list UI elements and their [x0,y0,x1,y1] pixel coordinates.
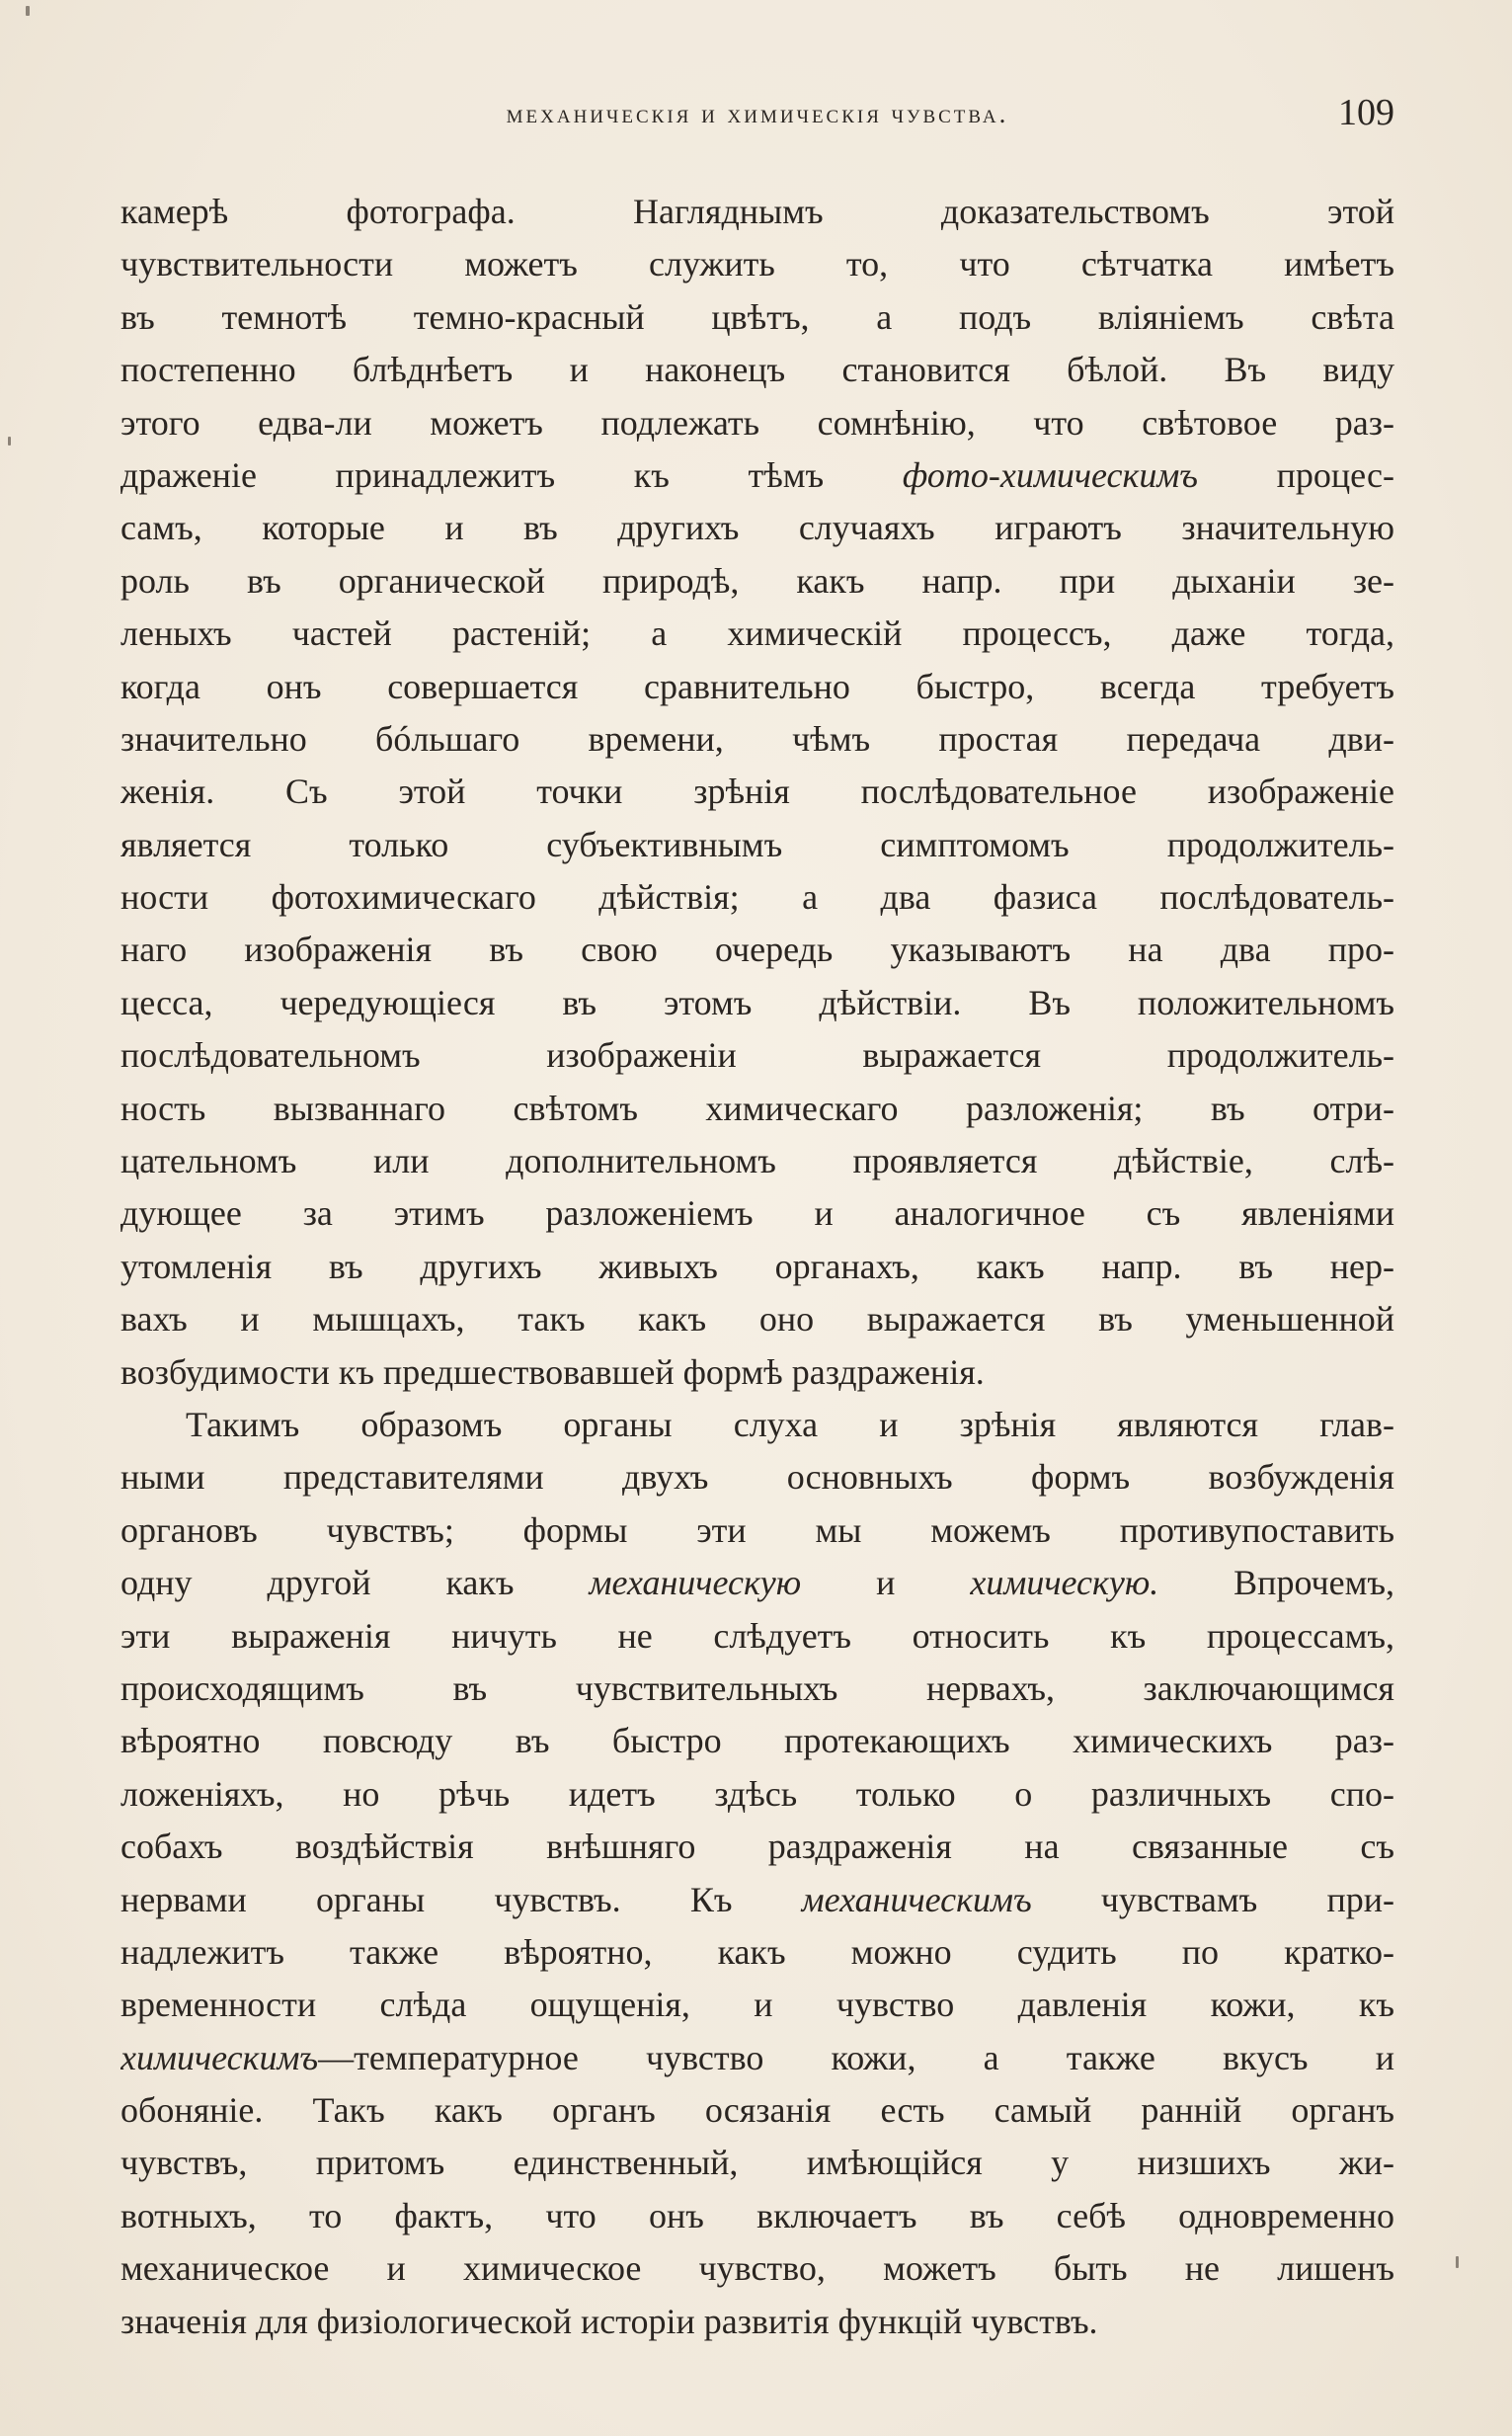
text-segment: вахъ и мышцахъ, такъ какъ оно выражается въ уменьшенной [120,1299,1394,1340]
text-segment: ности фотохимическаго дѣйствія; а два фазиса послѣдователь- [120,877,1394,918]
text-line [120,1241,1394,1293]
text-line [120,766,1394,818]
text-line [120,397,1394,449]
text-line [120,1451,1394,1503]
text-line [120,2296,1394,2348]
text-segment: Такимъ образомъ органы слуха и зрѣнія являются глав- [186,1404,1394,1444]
text-segment: временности слѣда ощущенія, и чувство давленія кожи, къ [120,1985,1394,2025]
text-line [120,661,1394,713]
text-segment: эти выраженія ничуть не слѣдуетъ относить къ процессамъ, [120,1615,1394,1656]
text-segment: драженіе принадлежитъ къ тѣмъ [120,454,903,495]
text-segment: цательномъ или дополнительномъ проявляется дѣйствіе, слѣ- [120,1141,1394,1181]
text-segment: и [801,1563,971,1603]
text-segment: цесса, чередующіеся въ этомъ дѣйствіи. Въ положительномъ [120,982,1394,1022]
scan-speck [1456,2256,1459,2268]
text-line [120,502,1394,554]
page-header [120,91,1394,140]
text-segment: обоняніе. Такъ какъ органъ осязанія есть самый ранній органъ [120,2090,1394,2131]
text-line [120,2137,1394,2189]
paragraph [120,1399,1394,2348]
scan-speck [26,6,30,16]
text-line [120,1979,1394,2031]
text-segment: чувствъ, притомъ единственный, имѣющійся у низшихъ жи- [120,2143,1394,2183]
text-line [120,1926,1394,1979]
text-segment: происходящимъ въ чувствительныхъ нервахъ, заключающимся [120,1667,1394,1708]
text-line [120,186,1394,238]
italic-term: механическую [589,1563,802,1603]
text-segment: камерѣ фотографа. Нагляднымъ доказательствомъ этой [120,192,1394,231]
text-segment: значенія для физіологической исторіи развитія функцій чувствъ. [120,2301,1098,2341]
italic-term: механическимъ [801,1879,1032,1919]
text-line [120,977,1394,1029]
text-line [120,2190,1394,2242]
text-line [120,1346,1394,1399]
text-line [120,1557,1394,1609]
running-title: механическія и химическія чувства. [506,99,1009,128]
text-segment: ность вызваннаго свѣтомъ химическаго разложенія; въ отри- [120,1088,1394,1128]
text-line [120,608,1394,660]
text-line [120,449,1394,502]
text-line [120,291,1394,344]
text-segment: вѣроятно повсюду въ быстро протекающихъ химическихъ раз- [120,1721,1394,1761]
text-line [120,2242,1394,2295]
text-line [120,1504,1394,1557]
text-segment: когда онъ совершается сравнительно быстро, всегда требуетъ [120,666,1394,706]
text-line [120,344,1394,396]
text-segment: наго изображенія въ свою очередь указываютъ на два про- [120,930,1394,970]
text-segment: органовъ чувствъ; формы эти мы можемъ противупоставить [120,1509,1394,1550]
text-line [120,1399,1394,1451]
text-segment: дующее за этимъ разложеніемъ и аналогичное съ явленіями [120,1193,1394,1234]
text-segment: нервами органы чувствъ. Къ [120,1879,802,1919]
text-line [120,238,1394,290]
text-segment: собахъ воздѣйствія внѣшняго раздраженія на связанные съ [120,1827,1394,1867]
text-line [120,1083,1394,1135]
italic-term: химическимъ [120,2037,319,2077]
text-line [120,1293,1394,1345]
text-line [120,1874,1394,1926]
text-line [120,1029,1394,1082]
text-segment: самъ, которые и въ другихъ случаяхъ играютъ значительную [120,508,1394,548]
paragraph [120,186,1394,1399]
text-segment: женія. Съ этой точки зрѣнія послѣдовательное изображеніе [120,771,1394,812]
text-line [120,924,1394,976]
text-segment: леныхъ частей растеній; а химическій процессъ, даже тогда, [120,613,1394,654]
text-line [120,1821,1394,1873]
text-segment: постепенно блѣднѣетъ и наконецъ становится бѣлой. Въ виду [120,350,1394,390]
text-segment: надлежитъ также вѣроятно, какъ можно судить по кратко- [120,1931,1394,1972]
text-line [120,1663,1394,1715]
scan-speck [8,437,11,446]
text-line [120,1187,1394,1240]
text-segment: одну другой какъ [120,1563,590,1603]
text-segment: утомленія въ другихъ живыхъ органахъ, какъ напр. въ нер- [120,1246,1394,1286]
text-segment: —температурное чувство кожи, а также вкусъ и [318,2037,1394,2077]
text-segment: значительно бóльшаго времени, чѣмъ простая передача дви- [120,718,1394,759]
text-line [120,1610,1394,1663]
text-segment: въ темнотѣ темно-красный цвѣтъ, а подъ вліяніемъ свѣта [120,296,1394,337]
text-segment: ложеніяхъ, но рѣчь идетъ здѣсь только о различныхъ спо- [120,1773,1394,1814]
text-segment: чувствительности можетъ служить то, что сѣтчатка имѣетъ [120,244,1394,284]
text-segment: роль въ органической природѣ, какъ напр. при дыханіи зе- [120,560,1394,601]
text-segment: механическое и химическое чувство, можетъ быть не лишенъ [120,2248,1394,2289]
italic-term: фото-химическимъ [902,454,1198,495]
text-segment: является только субъективнымъ симптомомъ продолжитель- [120,824,1394,864]
text-line [120,2084,1394,2137]
text-line [120,1135,1394,1187]
text-segment: Впрочемъ, [1158,1563,1394,1603]
text-line [120,1768,1394,1821]
text-line [120,555,1394,608]
text-segment: ными представителями двухъ основныхъ формъ возбужденія [120,1457,1394,1498]
text-segment: возбудимости къ предшествовавшей формѣ раздраженія. [120,1351,985,1392]
page-number: 109 [1338,92,1394,133]
text-segment: процес- [1197,454,1394,495]
italic-term: химическую. [970,1563,1159,1603]
text-segment: чувствамъ при- [1031,1879,1394,1919]
text-line [120,819,1394,871]
text-segment: послѣдовательномъ изображеніи выражается продолжитель- [120,1035,1394,1076]
text-line [120,1715,1394,1767]
text-segment: этого едва-ли можетъ подлежать сомнѣнію, что свѣтовое раз- [120,402,1394,443]
text-line [120,871,1394,924]
text-line [120,713,1394,766]
text-line [120,2032,1394,2084]
body-text [120,186,1394,2348]
text-segment: вотныхъ, то фактъ, что онъ включаетъ въ себѣ одновременно [120,2195,1394,2235]
